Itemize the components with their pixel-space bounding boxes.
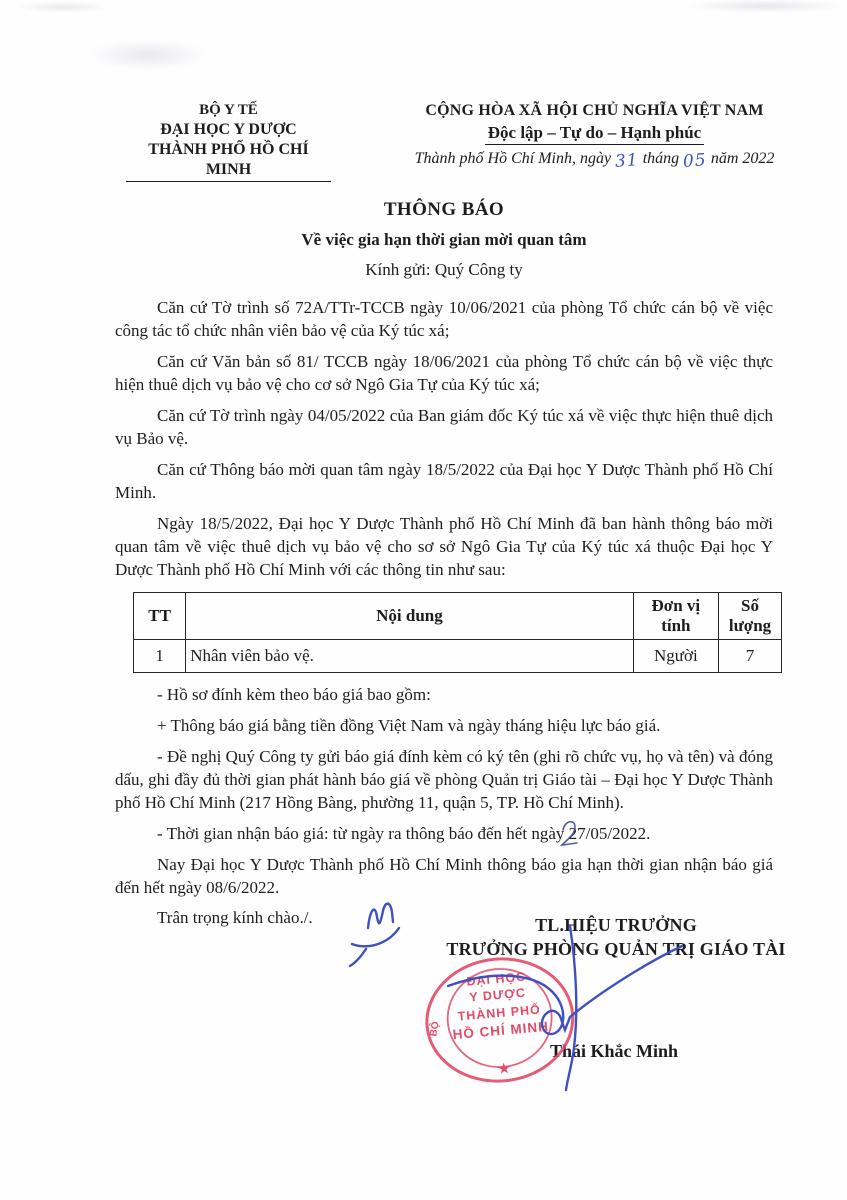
paragraph: Nay Đại học Y Dược Thành phố Hồ Chí Minh thông báo gia hạn thời gian nhận báo giá đến hết ngày 08/6/2022. [115, 855, 773, 897]
handwritten-day: 31 [614, 150, 640, 172]
table-cell: 1 [134, 640, 186, 673]
stamp-star-icon: ★ [497, 1060, 511, 1077]
table-body [134, 640, 782, 673]
closing-line: Trân trọng kính chào./. [157, 908, 313, 927]
paragraph: Ngày 18/5/2022, Đại học Y Dược Thành phố Hồ Chí Minh đã ban hành thông báo mời quan tâm về việc thuê dịch vụ bảo vệ cho sơ sở Ngô Gia Tự của Ký túc xá thuộc Đại học Y Dược Thành phố Hồ Chí Minh với các thông tin như sau: [115, 514, 773, 579]
paragraph: - Đề nghị Quý Công ty gửi báo giá đính kèm có ký tên (ghi rõ chức vụ, họ và tên) và đóng dấu, ghi đầy đủ thời gian phát hành báo giá về phòng Quản trị Giáo tài – Đại học Y Dược Thành phố Hồ Chí Minh (217 Hồng Bàng, phường 11, quận 5, TP. Hồ Chí Minh). [115, 747, 773, 812]
stamp-line: THÀNH PHỐ [457, 1002, 542, 1024]
table-header-cell: TT [134, 593, 186, 640]
table-header-cell: Đơn vị tính [633, 593, 718, 640]
scan-artifact [690, 0, 840, 12]
paragraph: Căn cứ Văn bản số 81/ TCCB ngày 18/06/2021 của phòng Tổ chức cán bộ về việc thực hiện thuê dịch vụ bảo vệ cho cơ sở Ngô Gia Tự của Ký túc xá; [115, 352, 773, 394]
salutation: Kính gửi: Quý Công ty [365, 260, 523, 279]
signer-name: Thái Khắc Minh [549, 1041, 679, 1061]
paragraph: Căn cứ Tờ trình ngày 04/05/2022 của Ban giám đốc Ký túc xá về việc thực hiện thuê dịch vụ Bảo vệ. [115, 406, 773, 448]
stamp-line: HỒ CHÍ MINH [452, 1018, 550, 1043]
date-line [392, 148, 797, 172]
document-body [115, 199, 773, 928]
paragraphs-after-table [115, 683, 773, 899]
table-cell: Nhân viên bảo vệ. [186, 640, 633, 673]
document-title: THÔNG BÁO [383, 199, 505, 220]
table-header-row [134, 593, 782, 640]
org-parent: BỘ Y TẾ [199, 102, 258, 118]
date-suffix: năm 2022 [710, 150, 775, 167]
paragraph: - Thời gian nhận báo giá: từ ngày ra thông báo đến hết ngày 27/05/2022. [157, 824, 651, 843]
stamp-line: Y DƯỢC [468, 985, 527, 1005]
paragraph: Căn cứ Thông báo mời quan tâm ngày 18/5/2022 của Đại học Y Dược Thành phố Hồ Chí Minh. [115, 460, 773, 502]
document-subject: Về việc gia hạn thời gian mời quan tâm [301, 230, 587, 249]
signer-title-line2: TRƯỞNG PHÒNG QUẢN TRỊ GIÁO TÀI [446, 939, 786, 959]
table-cell: Người [633, 640, 718, 673]
stamp-ring-text: BỘ [428, 1020, 442, 1038]
scan-artifact [18, 2, 108, 12]
national-title: CỘNG HÒA XÃ HỘI CHỦ NGHĨA VIỆT NAM [425, 102, 764, 119]
national-header-block [392, 100, 797, 172]
signer-title-line1: TL.HIỆU TRƯỞNG [535, 915, 697, 935]
paragraph: - Hồ sơ đính kèm theo báo giá bao gồm: [157, 685, 431, 704]
pen-mark [556, 814, 586, 850]
table-cell: 7 [719, 640, 782, 673]
table-row [134, 640, 782, 673]
date-middle: tháng [642, 150, 680, 167]
signature-ink [330, 900, 720, 1110]
handwritten-month: 05 [682, 150, 708, 172]
paragraph: + Thông báo giá bằng tiền đồng Việt Nam và ngày tháng hiệu lực báo giá. [157, 716, 661, 735]
org-name: ĐẠI HỌC Y DƯỢC [160, 121, 297, 138]
paragraph: Căn cứ Tờ trình số 72A/TTr-TCCB ngày 10/06/2021 của phòng Tổ chức cán bộ về việc công tác tổ chức nhân viên bảo vệ của Ký túc xá; [115, 298, 773, 340]
content-table [133, 592, 782, 673]
paragraphs-before-table [115, 296, 773, 581]
national-motto: Độc lập – Tự do – Hạnh phúc [485, 122, 704, 145]
table-header-cell: Số lượng [719, 593, 782, 640]
stamp-line: ĐẠI HỌC [465, 969, 527, 989]
date-prefix: Thành phố Hồ Chí Minh, ngày [414, 150, 612, 167]
table-header-cell: Nội dung [186, 593, 633, 640]
org-city: THÀNH PHỐ HỒ CHÍ MINH [126, 140, 331, 182]
scan-artifact [88, 40, 208, 70]
issuing-org-block [126, 100, 331, 182]
